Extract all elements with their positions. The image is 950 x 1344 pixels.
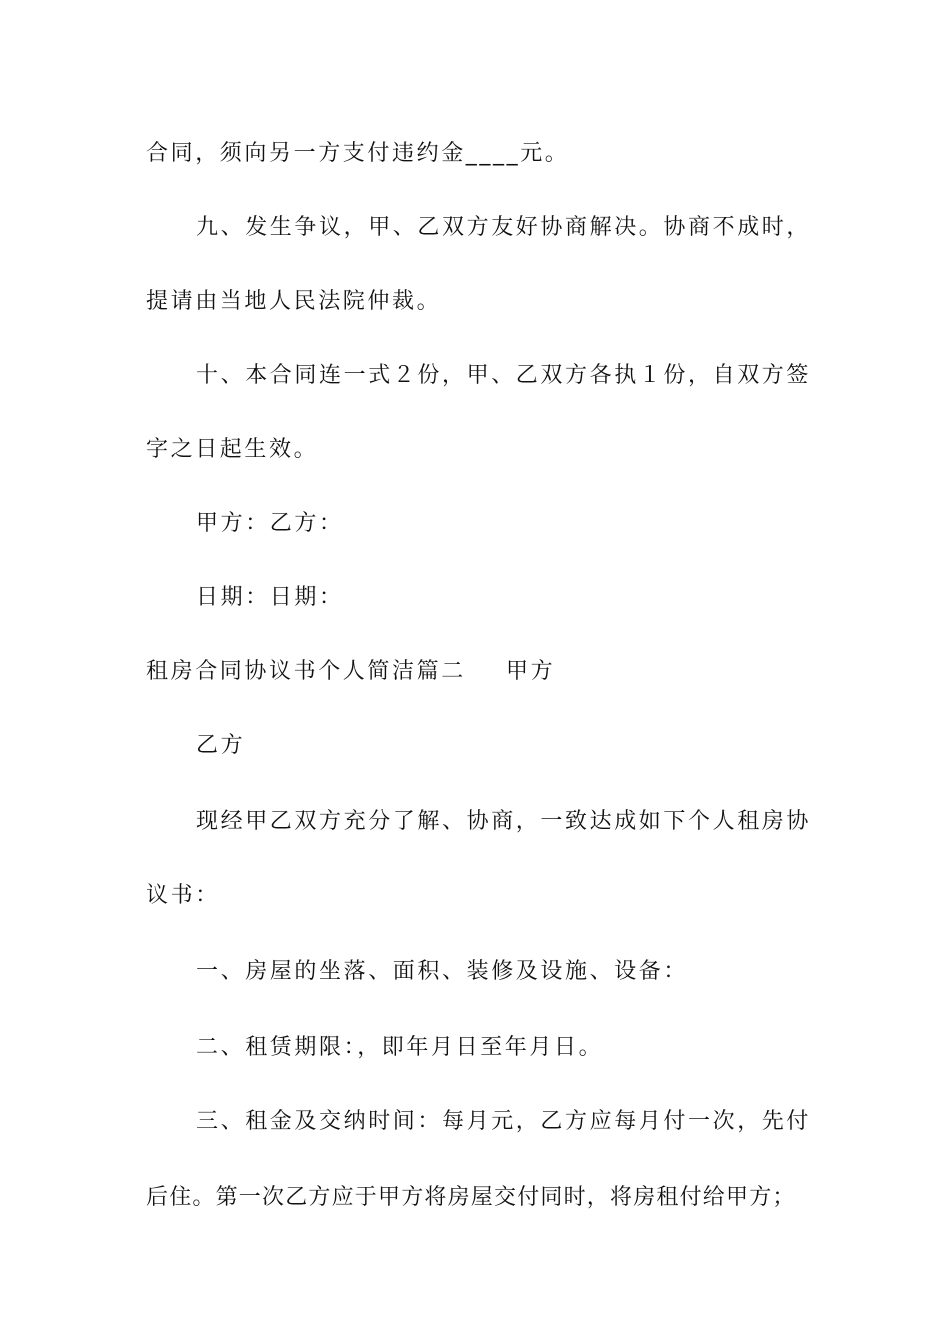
section-heading: 租房合同协议书个人简洁篇二 — [146, 659, 466, 684]
text-line-clause-1: 一、房屋的坐落、面积、装修及设施、设备： — [196, 959, 689, 984]
text-line-effective: 字之日起生效。 — [146, 437, 319, 462]
text-line-clause-10: 十、本合同连一式２份，甲、乙双方各执１份，自双方签 — [196, 363, 812, 388]
text-line-clause-2: 二、租赁期限：，即年月日至年月日。 — [196, 1035, 604, 1060]
text-line-clause-3-cont: 后住。第一次乙方应于甲方将房屋交付同时，将房租付给甲方； — [146, 1185, 796, 1210]
text-line-intro: 现经甲乙双方充分了解、协商，一致达成如下个人租房协 — [196, 809, 812, 834]
text-line-clause-3: 三、租金及交纳时间：每月元，乙方应每月付一次，先付 — [196, 1109, 812, 1134]
text-line-arbitration: 提请由当地人民法院仲裁。 — [146, 289, 442, 314]
party-a-label: 甲方 — [506, 659, 556, 684]
text-line-intro-end: 议书： — [146, 883, 220, 908]
text-line-penalty: 合同，须向另一方支付违约金____元。 — [146, 141, 570, 166]
text-line-clause-9: 九、发生争议，甲、乙双方友好协商解决。协商不成时， — [196, 215, 812, 240]
signature-dates: 日期：日期： — [196, 585, 344, 610]
signature-parties: 甲方：乙方： — [196, 511, 344, 536]
party-b-label: 乙方 — [196, 733, 246, 758]
